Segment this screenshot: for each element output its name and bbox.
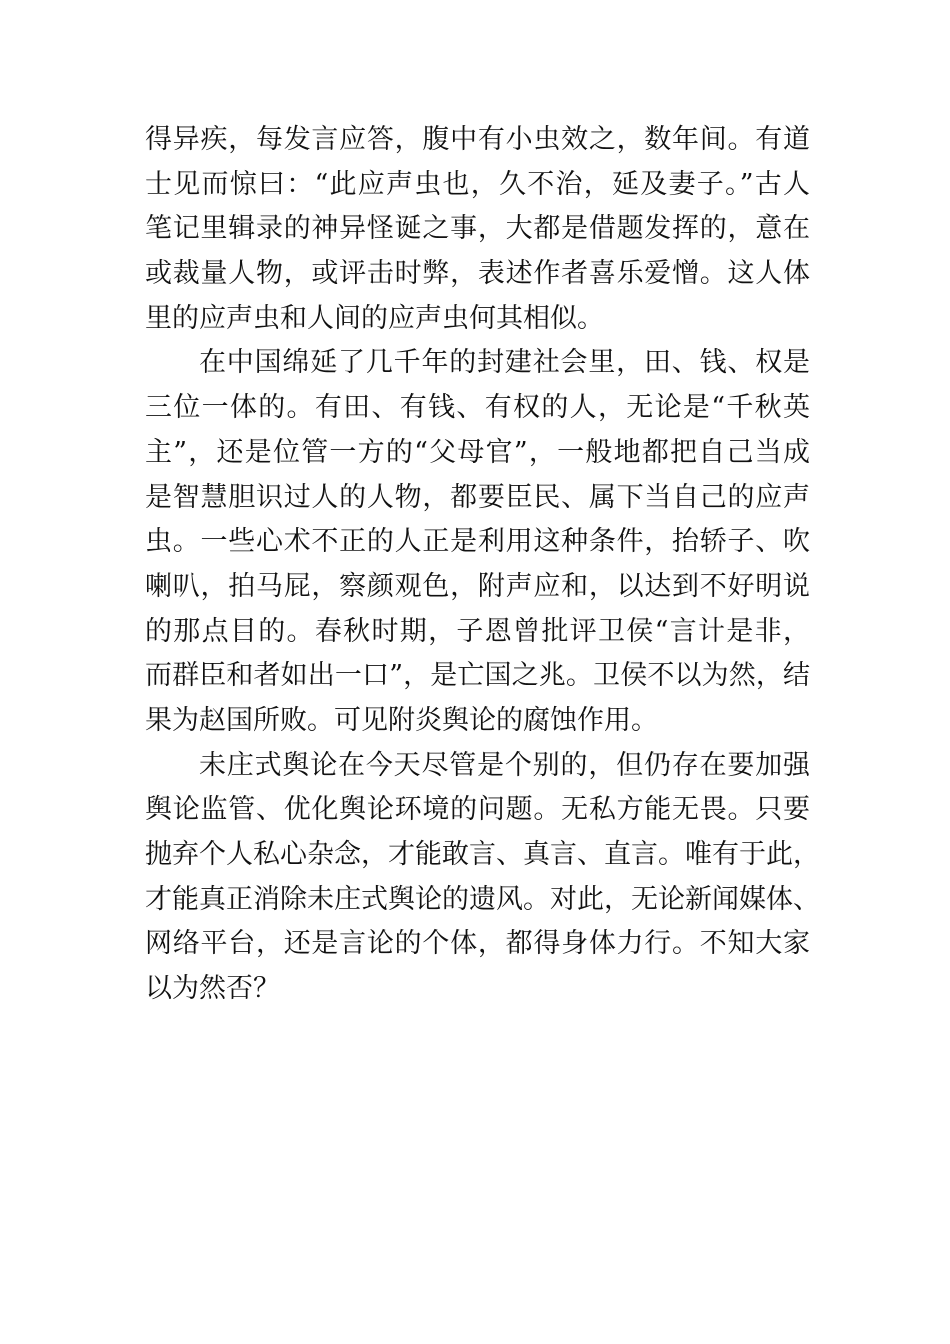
paragraph-2 — [145, 341, 810, 743]
text-line: 主”，还是位管一方的“父母官”，一般地都把自己当成 — [145, 436, 810, 468]
text-line: 三位一体的。有田、有钱、有权的人，无论是“千秋英 — [145, 392, 810, 424]
text-line: 以为然否？ — [145, 973, 280, 1005]
text-line: 或裁量人物，或评击时弊，表述作者喜乐爱憎。这人体 — [145, 258, 810, 290]
text-line: 才能真正消除未庄式舆论的遗风。对此，无论新闻媒体、 — [145, 883, 820, 915]
text-line: 笔记里辑录的神异怪诞之事，大都是借题发挥的，意在 — [145, 213, 810, 245]
text-line: 抛弃个人私心杂念，才能敢言、真言、直言。唯有于此， — [145, 839, 820, 870]
text-line: 在中国绵延了几千年的封建社会里，田、钱、权是 — [199, 347, 810, 379]
text-line: 果为赵国所败。可见附炎舆论的腐蚀作用。 — [145, 704, 658, 736]
body-text — [145, 118, 820, 1012]
text-line: 是智慧胆识过人的人物，都要臣民、属下当自己的应声 — [145, 481, 810, 513]
text-line: 得异疾，每发言应答，腹中有小虫效之，数年间。有道 — [145, 124, 810, 155]
text-line: 网络平台，还是言论的个体，都得身体力行。不知大家 — [145, 928, 810, 960]
text-line: 虫。一些心术不正的人正是利用这种条件，抬轿子、吹 — [145, 526, 810, 558]
paragraph-1 — [145, 118, 810, 341]
text-line: 未庄式舆论在今天尽管是个别的，但仍存在要加强 — [199, 749, 810, 781]
paragraph-3 — [145, 744, 820, 1012]
text-line: 的那点目的。春秋时期，子恩曾批评卫侯“言计是非， — [145, 615, 810, 647]
text-line: 而群臣和者如出一口”，是亡国之兆。卫侯不以为然，结 — [145, 660, 810, 692]
text-line: 士见而惊曰：“此应声虫也，久不治，延及妻子。”古人 — [145, 168, 810, 200]
text-line: 里的应声虫和人间的应声虫何其相似。 — [145, 302, 604, 334]
text-line: 舆论监管、优化舆论环境的问题。无私方能无畏。只要 — [145, 794, 810, 826]
text-line: 喇叭，拍马屁，察颜观色，附声应和，以达到不好明说 — [145, 570, 810, 602]
